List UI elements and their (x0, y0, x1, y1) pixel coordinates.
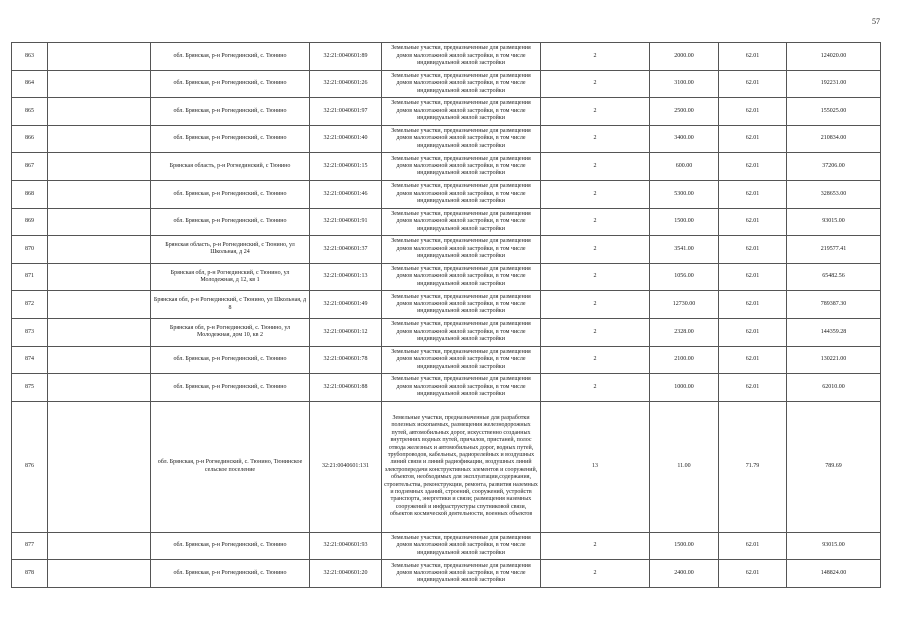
permitted-use-cell: Земельные участки, предназначенные для размещения домов малоэтажной жилой застройки, в том числе индивидуальной жилой застройки (382, 263, 541, 291)
area-cell: 2000.00 (650, 43, 719, 71)
address-cell: Брянская обл, р-н Рогнединский, с Тюнино, ул Школьная, д 8 (151, 291, 310, 319)
cadastral-number-cell: 32:21:0040601:131 (310, 401, 382, 532)
cadastral-number-cell: 32:21:0040601:20 (310, 560, 382, 588)
table-row (12, 560, 881, 588)
area-cell: 2100.00 (650, 346, 719, 374)
group-number-cell: 2 (541, 291, 650, 319)
table-row (12, 98, 881, 126)
permitted-use-cell: Земельные участки, предназначенные для размещения домов малоэтажной жилой застройки, в том числе индивидуальной жилой застройки (382, 532, 541, 560)
cadastral-value-cell: 789387.30 (787, 291, 881, 319)
page-number: 57 (872, 17, 880, 26)
cadastral-number-cell: 32:21:0040601:15 (310, 153, 382, 181)
address-cell: обл. Брянская, р-н Рогнединский, с. Тюнино (151, 208, 310, 236)
area-cell: 3100.00 (650, 70, 719, 98)
row-number-cell: 869 (12, 208, 48, 236)
area-cell: 5300.00 (650, 180, 719, 208)
area-cell: 2400.00 (650, 560, 719, 588)
group-number-cell: 2 (541, 532, 650, 560)
row-number-cell: 872 (12, 291, 48, 319)
area-cell: 12730.00 (650, 291, 719, 319)
land-registry-table (11, 42, 881, 588)
cadastral-value-cell: 144359.28 (787, 318, 881, 346)
permitted-use-cell: Земельные участки, предназначенные для размещения домов малоэтажной жилой застройки, в том числе индивидуальной жилой застройки (382, 70, 541, 98)
row-number-cell: 865 (12, 98, 48, 126)
address-cell: обл. Брянская, р-н Рогнединский, с. Тюнино, Тюнинское сельское поселение (151, 401, 310, 532)
rate-cell: 62.01 (719, 532, 787, 560)
group-number-cell: 2 (541, 153, 650, 181)
cadastral-number-cell: 32:21:0040601:46 (310, 180, 382, 208)
group-number-cell: 2 (541, 43, 650, 71)
address-cell: обл. Брянская, р-н Рогнединский, с. Тюнино (151, 70, 310, 98)
permitted-use-cell: Земельные участки, предназначенные для размещения домов малоэтажной жилой застройки, в том числе индивидуальной жилой застройки (382, 560, 541, 588)
row-number-cell: 871 (12, 263, 48, 291)
rate-cell: 71.79 (719, 401, 787, 532)
table-row (12, 374, 881, 402)
cadastral-value-cell: 124020.00 (787, 43, 881, 71)
rate-cell: 62.01 (719, 318, 787, 346)
empty-cell (48, 236, 151, 264)
row-number-cell: 875 (12, 374, 48, 402)
cadastral-number-cell: 32:21:0040601:93 (310, 532, 382, 560)
cadastral-value-cell: 37206.00 (787, 153, 881, 181)
address-cell: Брянская обл, р-н Рогнединский, с Тюнино, ул Молодежная, д 12, кв 1 (151, 263, 310, 291)
row-number-cell: 864 (12, 70, 48, 98)
cadastral-number-cell: 32:21:0040601:89 (310, 43, 382, 71)
cadastral-number-cell: 32:21:0040601:88 (310, 374, 382, 402)
table-row (12, 263, 881, 291)
address-cell: Брянская область, р-н Рогнединский, с Тюнино (151, 153, 310, 181)
cadastral-value-cell: 148824.00 (787, 560, 881, 588)
cadastral-number-cell: 32:21:0040601:49 (310, 291, 382, 319)
cadastral-value-cell: 62010.00 (787, 374, 881, 402)
area-cell: 1056.00 (650, 263, 719, 291)
empty-cell (48, 153, 151, 181)
rate-cell: 62.01 (719, 374, 787, 402)
table-row (12, 208, 881, 236)
group-number-cell: 2 (541, 318, 650, 346)
group-number-cell: 2 (541, 180, 650, 208)
table-row (12, 70, 881, 98)
area-cell: 2328.00 (650, 318, 719, 346)
permitted-use-cell: Земельные участки, предназначенные для размещения домов малоэтажной жилой застройки, в том числе индивидуальной жилой застройки (382, 125, 541, 153)
row-number-cell: 867 (12, 153, 48, 181)
permitted-use-cell: Земельные участки, предназначенные для размещения домов малоэтажной жилой застройки, в том числе индивидуальной жилой застройки (382, 318, 541, 346)
group-number-cell: 2 (541, 374, 650, 402)
empty-cell (48, 98, 151, 126)
address-cell: обл. Брянская, р-н Рогнединский, с. Тюнино (151, 180, 310, 208)
cadastral-number-cell: 32:21:0040601:26 (310, 70, 382, 98)
rate-cell: 62.01 (719, 208, 787, 236)
rate-cell: 62.01 (719, 153, 787, 181)
address-cell: Брянская обл, р-н Рогнединский, с. Тюнино, ул Молодежная, дом 10, кв 2 (151, 318, 310, 346)
cadastral-number-cell: 32:21:0040601:40 (310, 125, 382, 153)
table-row (12, 532, 881, 560)
cadastral-number-cell: 32:21:0040601:78 (310, 346, 382, 374)
group-number-cell: 13 (541, 401, 650, 532)
group-number-cell: 2 (541, 70, 650, 98)
rate-cell: 62.01 (719, 98, 787, 126)
address-cell: обл. Брянская, р-н Рогнединский, с. Тюнино (151, 374, 310, 402)
empty-cell (48, 374, 151, 402)
rate-cell: 62.01 (719, 125, 787, 153)
row-number-cell: 870 (12, 236, 48, 264)
row-number-cell: 866 (12, 125, 48, 153)
cadastral-value-cell: 93015.00 (787, 208, 881, 236)
cadastral-number-cell: 32:21:0040601:97 (310, 98, 382, 126)
area-cell: 3400.00 (650, 125, 719, 153)
permitted-use-cell: Земельные участки, предназначенные для размещения домов малоэтажной жилой застройки, в том числе индивидуальной жилой застройки (382, 180, 541, 208)
group-number-cell: 2 (541, 208, 650, 236)
cadastral-value-cell: 93015.00 (787, 532, 881, 560)
row-number-cell: 878 (12, 560, 48, 588)
table-row (12, 43, 881, 71)
permitted-use-cell: Земельные участки, предназначенные для размещения домов малоэтажной жилой застройки, в том числе индивидуальной жилой застройки (382, 236, 541, 264)
permitted-use-cell: Земельные участки, предназначенные для размещения домов малоэтажной жилой застройки, в том числе индивидуальной жилой застройки (382, 208, 541, 236)
cadastral-value-cell: 130221.00 (787, 346, 881, 374)
empty-cell (48, 43, 151, 71)
permitted-use-cell: Земельные участки, предназначенные для разработки полезных ископаемых, размещения железнодорожных путей, автомобильных дорог, искусственно созданных внутренних водных путей, причалов, пристаней, полос отвода железных и автомобильных дорог, водных путей, трубопроводов, кабельных, радиорелейных и воздушных линий связи и линий радиофикации, воздушных линий электропередачи конструктивных элементов и сооружений, объектов, необходимых для эксплуатации,содержания, строительства, реконструкции, ремонта, развития наземных и подземных зданий, строений, сооружений, устройств транспорта, энергетики и связи; размещения наземных сооружений и инфраструктуры спутниковой связи, объектов космической деятельности, военных объектов (382, 401, 541, 532)
empty-cell (48, 70, 151, 98)
cadastral-value-cell: 210834.00 (787, 125, 881, 153)
table-row (12, 401, 881, 532)
empty-cell (48, 346, 151, 374)
address-cell: обл. Брянская, р-н Рогнединский, с. Тюнино (151, 560, 310, 588)
group-number-cell: 2 (541, 98, 650, 126)
cadastral-value-cell: 65482.56 (787, 263, 881, 291)
cadastral-value-cell: 155025.00 (787, 98, 881, 126)
table-row (12, 318, 881, 346)
cadastral-value-cell: 219577.41 (787, 236, 881, 264)
row-number-cell: 876 (12, 401, 48, 532)
cadastral-number-cell: 32:21:0040601:37 (310, 236, 382, 264)
group-number-cell: 2 (541, 346, 650, 374)
permitted-use-cell: Земельные участки, предназначенные для размещения домов малоэтажной жилой застройки, в том числе индивидуальной жилой застройки (382, 153, 541, 181)
empty-cell (48, 560, 151, 588)
empty-cell (48, 263, 151, 291)
rate-cell: 62.01 (719, 43, 787, 71)
area-cell: 2500.00 (650, 98, 719, 126)
rate-cell: 62.01 (719, 346, 787, 374)
area-cell: 1500.00 (650, 532, 719, 560)
rate-cell: 62.01 (719, 263, 787, 291)
address-cell: обл. Брянская, р-н Рогнединский, с. Тюнино (151, 43, 310, 71)
group-number-cell: 2 (541, 263, 650, 291)
empty-cell (48, 291, 151, 319)
permitted-use-cell: Земельные участки, предназначенные для размещения домов малоэтажной жилой застройки, в том числе индивидуальной жилой застройки (382, 291, 541, 319)
row-number-cell: 868 (12, 180, 48, 208)
group-number-cell: 2 (541, 560, 650, 588)
rate-cell: 62.01 (719, 560, 787, 588)
cadastral-value-cell: 789.69 (787, 401, 881, 532)
area-cell: 600.00 (650, 153, 719, 181)
address-cell: обл. Брянская, р-н Рогнединский, с. Тюнино (151, 346, 310, 374)
table-row (12, 125, 881, 153)
cadastral-number-cell: 32:21:0040601:12 (310, 318, 382, 346)
address-cell: обл. Брянская, р-н Рогнединский, с. Тюнино (151, 98, 310, 126)
permitted-use-cell: Земельные участки, предназначенные для размещения домов малоэтажной жилой застройки, в том числе индивидуальной жилой застройки (382, 98, 541, 126)
rate-cell: 62.01 (719, 70, 787, 98)
address-cell: Брянская область, р-н Рогнединский, с Тюнино, ул Школьная, д 24 (151, 236, 310, 264)
permitted-use-cell: Земельные участки, предназначенные для размещения домов малоэтажной жилой застройки, в том числе индивидуальной жилой застройки (382, 43, 541, 71)
empty-cell (48, 180, 151, 208)
row-number-cell: 877 (12, 532, 48, 560)
empty-cell (48, 401, 151, 532)
area-cell: 3541.00 (650, 236, 719, 264)
empty-cell (48, 125, 151, 153)
row-number-cell: 874 (12, 346, 48, 374)
empty-cell (48, 208, 151, 236)
rate-cell: 62.01 (719, 180, 787, 208)
area-cell: 11.00 (650, 401, 719, 532)
area-cell: 1500.00 (650, 208, 719, 236)
cadastral-number-cell: 32:21:0040601:13 (310, 263, 382, 291)
permitted-use-cell: Земельные участки, предназначенные для размещения домов малоэтажной жилой застройки, в том числе индивидуальной жилой застройки (382, 346, 541, 374)
rate-cell: 62.01 (719, 236, 787, 264)
cadastral-value-cell: 328653.00 (787, 180, 881, 208)
address-cell: обл. Брянская, р-н Рогнединский, с. Тюнино (151, 532, 310, 560)
rate-cell: 62.01 (719, 291, 787, 319)
group-number-cell: 2 (541, 125, 650, 153)
area-cell: 1000.00 (650, 374, 719, 402)
cadastral-value-cell: 192231.00 (787, 70, 881, 98)
table-row (12, 180, 881, 208)
permitted-use-cell: Земельные участки, предназначенные для размещения домов малоэтажной жилой застройки, в том числе индивидуальной жилой застройки (382, 374, 541, 402)
cadastral-number-cell: 32:21:0040601:91 (310, 208, 382, 236)
table-row (12, 291, 881, 319)
row-number-cell: 863 (12, 43, 48, 71)
row-number-cell: 873 (12, 318, 48, 346)
empty-cell (48, 318, 151, 346)
table-row (12, 153, 881, 181)
group-number-cell: 2 (541, 236, 650, 264)
table-row (12, 346, 881, 374)
empty-cell (48, 532, 151, 560)
address-cell: обл. Брянская, р-н Рогнединский, с. Тюнино (151, 125, 310, 153)
table-row (12, 236, 881, 264)
